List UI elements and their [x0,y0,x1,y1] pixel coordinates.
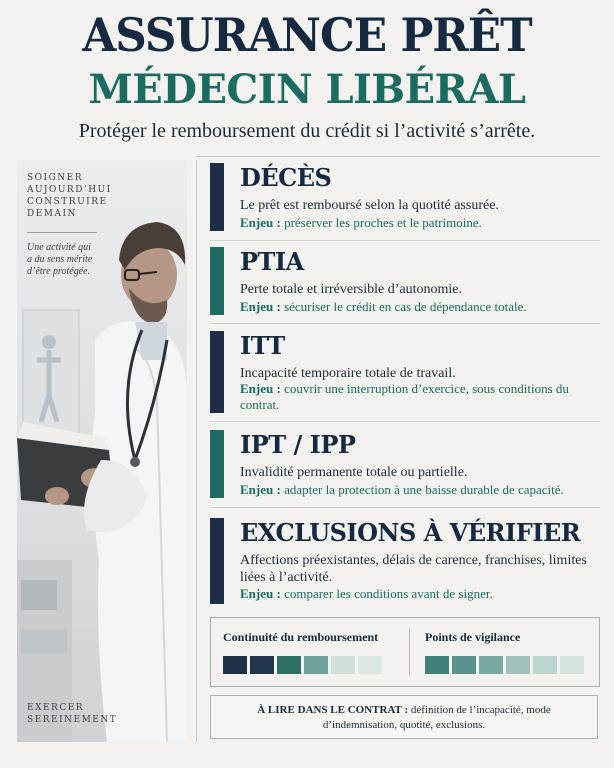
section-title: IPT / IPP [240,430,356,459]
color-swatch [304,656,328,674]
color-swatch [250,656,274,674]
divider [196,156,600,157]
color-swatch [358,656,382,674]
enjeu-text: adapter la protection à une baisse durable de capacité. [284,482,564,497]
section-ipt-ipp [210,430,600,502]
color-swatch [533,656,557,674]
swatches-continuite [223,656,382,674]
section-separator [210,507,600,508]
swatches-vigilance [425,656,584,674]
color-swatch [331,656,355,674]
contract-note [210,695,598,739]
tagline: Protéger le remboursement du crédit si l’activité s’arrête. [78,120,536,142]
section-description: Perte totale et irréversible d’autonomie. [240,282,462,297]
enjeu-label: Enjeu : [240,381,281,396]
section-separator [210,421,600,422]
legend-divider [409,628,410,676]
photo-caption-bottom: EXERCER SEREINEMENT [27,703,118,725]
section-separator [210,240,600,241]
color-swatch [277,656,301,674]
color-swatch [223,656,247,674]
section-accent-bar [210,247,224,315]
enjeu-text: préserver les proches et le patrimoine. [284,215,482,230]
section-enjeu [240,586,600,602]
section-accent-bar [210,518,224,604]
section-ptia [210,247,600,317]
section-accent-bar [210,331,224,413]
section-title: PTIA [240,247,304,276]
section-enjeu [240,381,600,413]
color-swatch [479,656,503,674]
legend-box [210,617,600,687]
note-label: À LIRE DANS LE CONTRAT : [257,704,409,716]
section-description: Affections préexistantes, délais de carence, franchises, limites liées à l’activité. [240,553,587,585]
enjeu-label: Enjeu : [240,299,281,314]
color-swatch [506,656,530,674]
section-enjeu [240,482,600,498]
section-title: ITT [240,331,285,360]
photo-divider [27,232,97,233]
photo-caption-top: SOIGNER AUJOURD’HUI CONSTRUIRE DEMAIN [27,173,112,219]
doctor-photo [17,160,187,742]
photo-quote: Une activité qui a du sens mérite d’être protégée. [27,242,93,277]
enjeu-text: comparer les conditions avant de signer. [284,586,493,601]
legend-title-vigilance: Points de vigilance [425,630,521,644]
section-description: Le prêt est remboursé selon la quotité assurée. [240,198,499,213]
enjeu-label: Enjeu : [240,482,281,497]
color-swatch [425,656,449,674]
section-separator [210,323,600,324]
section-description: Incapacité temporaire totale de travail. [240,366,456,381]
page-title: ASSURANCE PRÊT [82,8,532,62]
enjeu-text: couvrir une interruption d’exercice, sous conditions du contrat. [240,381,569,412]
section-title: DÉCÈS [240,163,332,192]
note-text: définition de l’incapacité, mode d’indemnisation, quotité, exclusions. [322,704,551,731]
section-title: EXCLUSIONS À VÉRIFIER [240,518,581,547]
enjeu-text: sécuriser le crédit en cas de dépendance totale. [284,299,527,314]
section-deces [210,163,600,235]
enjeu-label: Enjeu : [240,586,281,601]
column-divider [196,160,197,742]
section-itt [210,331,600,415]
section-description: Invalidité permanente totale ou partielle. [240,465,468,480]
legend-title-continuite: Continuité du remboursement [223,630,379,644]
section-enjeu [240,215,600,231]
section-accent-bar [210,163,224,231]
enjeu-label: Enjeu : [240,215,281,230]
section-accent-bar [210,430,224,498]
section-enjeu [240,299,600,315]
section-exclusions [210,518,600,608]
color-swatch [560,656,584,674]
page-subtitle: MÉDECIN LIBÉRAL [88,66,526,113]
color-swatch [452,656,476,674]
